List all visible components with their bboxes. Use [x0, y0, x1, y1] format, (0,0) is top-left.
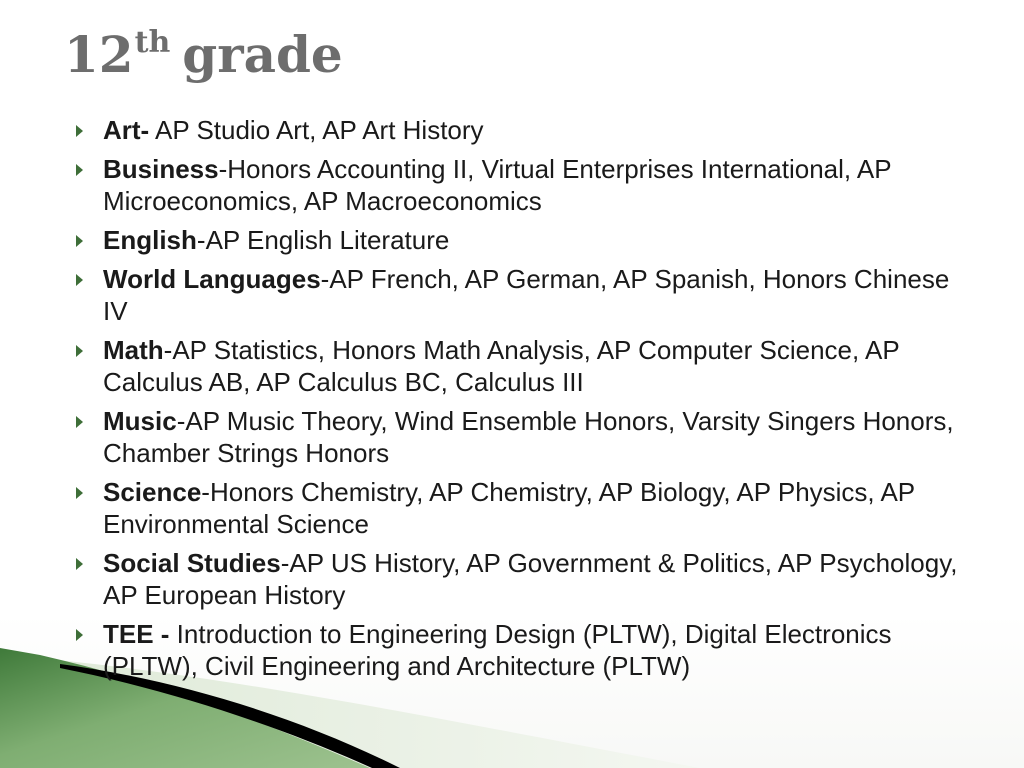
subject-name: Science — [103, 477, 202, 507]
triangle-right-icon — [76, 164, 83, 176]
subject-name: Social Studies — [103, 548, 281, 578]
triangle-right-icon — [76, 274, 83, 286]
list-item — [76, 224, 976, 256]
subject-name: TEE - — [103, 619, 170, 649]
subject-name: Math — [103, 335, 164, 365]
course-text: -AP US History, AP Government & Politics, AP Psychology, AP European History — [103, 548, 958, 610]
course-text: -Honors Chemistry, AP Chemistry, AP Biology, AP Physics, AP Environmental Science — [103, 477, 915, 539]
subject-name: English — [103, 225, 197, 255]
title-word: grade — [182, 25, 343, 84]
list-item — [76, 114, 976, 146]
course-text: -AP English Literature — [196, 225, 450, 255]
title-number: 12 — [64, 25, 134, 84]
title-suffix: th — [134, 25, 171, 60]
list-item — [76, 618, 976, 682]
triangle-right-icon — [76, 416, 83, 428]
list-item — [76, 405, 976, 469]
list-item — [76, 547, 976, 611]
triangle-right-icon — [76, 345, 83, 357]
course-text: -AP French, AP German, AP Spanish, Honors Chinese IV — [103, 264, 950, 326]
triangle-right-icon — [76, 558, 83, 570]
course-list — [76, 114, 976, 689]
list-item — [76, 334, 976, 398]
subject-name: World Languages — [103, 264, 321, 294]
subject-name: Business — [103, 154, 219, 184]
triangle-right-icon — [76, 487, 83, 499]
subject-name: Music — [103, 406, 177, 436]
page-title — [64, 25, 343, 84]
course-text: Introduction to Engineering Design (PLTW), Digital Electronics (PLTW), Civil Engineering and Architecture (PLTW) — [103, 619, 892, 681]
triangle-right-icon — [76, 235, 83, 247]
list-item — [76, 153, 976, 217]
course-text: -AP Statistics, Honors Math Analysis, AP Computer Science, AP Calculus AB, AP Calculus BC, Calculus III — [103, 335, 900, 397]
list-item — [76, 263, 976, 327]
subject-name: Art- — [103, 115, 150, 145]
triangle-right-icon — [76, 125, 83, 137]
course-text: -Honors Accounting II, Virtual Enterprises International, AP Microeconomics, AP Macroeconomics — [103, 154, 892, 216]
course-text: -AP Music Theory, Wind Ensemble Honors, Varsity Singers Honors, Chamber Strings Honors — [103, 406, 954, 468]
course-text: AP Studio Art, AP Art History — [149, 115, 484, 145]
list-item — [76, 476, 976, 540]
triangle-right-icon — [76, 629, 83, 641]
